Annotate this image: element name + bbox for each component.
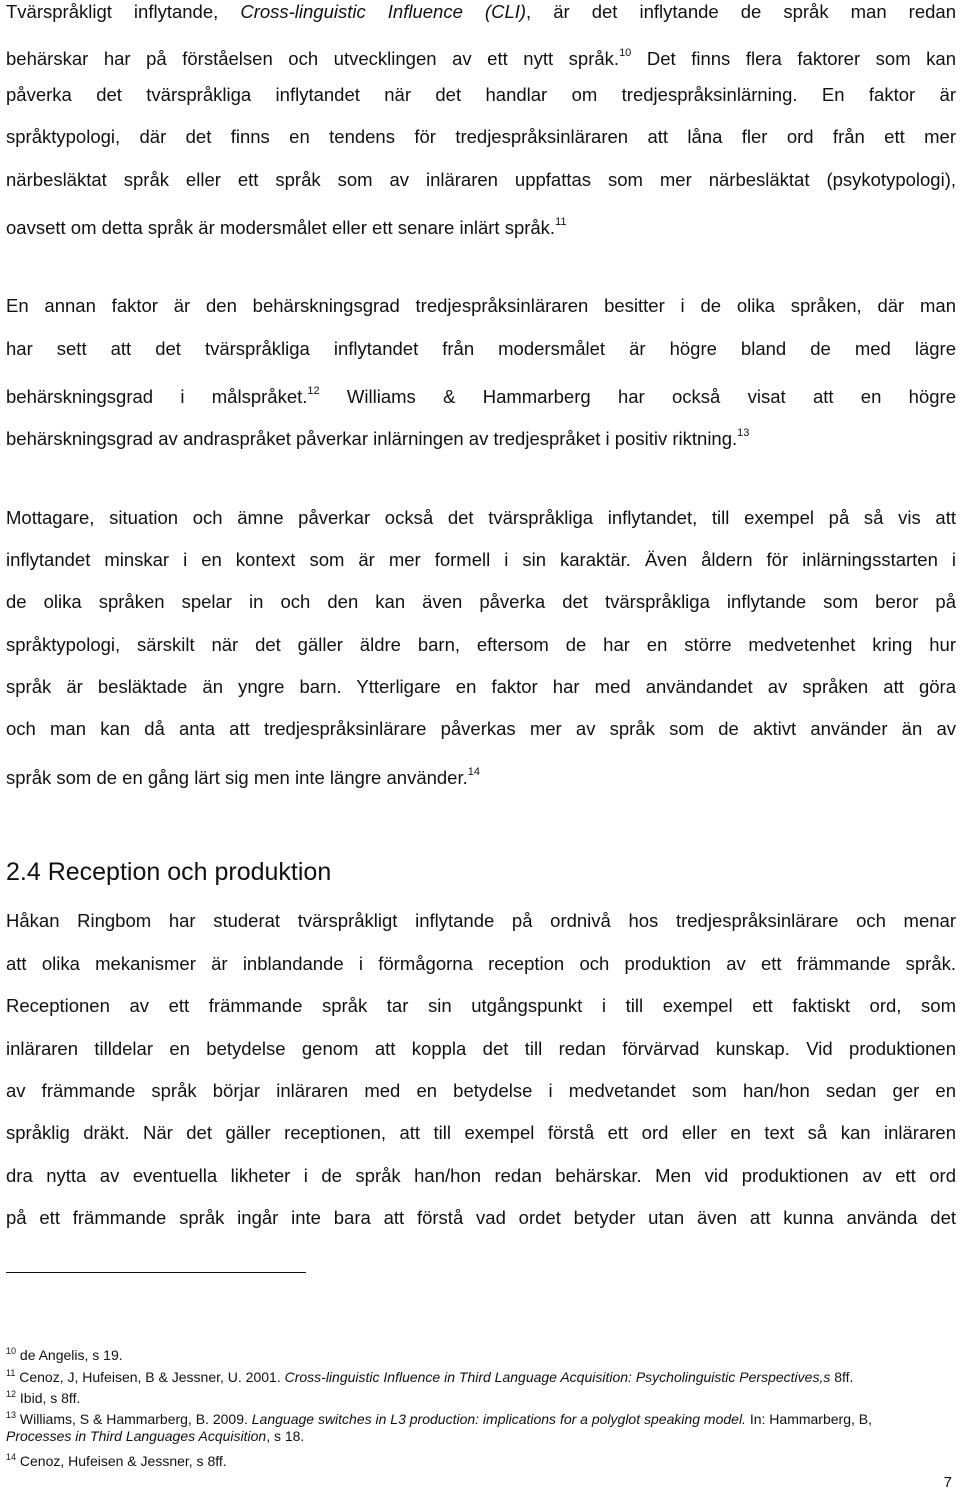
footnote-ref[interactable]: 10	[619, 47, 632, 59]
footnote-10: $^{10}$ de Angelis, s 19.	[6, 1346, 123, 1363]
footnote-12: $^{12}$ Ibid, s 8ff.	[6, 1389, 81, 1406]
footnote-separator	[6, 1272, 306, 1273]
text-line: språklig dräkt. När det gäller receptionen, att till exempel förstå ett ord eller en text så kan inläraren	[6, 1122, 956, 1143]
text-line: behärskningsgrad i målspråket.$^{12}$ Williams & Hammarberg har också visat att en högre	[6, 385, 956, 407]
text-line: språk är besläktade än yngre barn. Ytterligare en faktor har med användandet av språken att göra	[6, 676, 956, 697]
text-line: dra nytta av eventuella likheter i de språk han/hon redan behärskar. Men vid produktionen av ett ord	[6, 1165, 956, 1186]
text-line: närbesläktat språk eller ett språk som av inläraren uppfattas som mer närbesläktat (psykotypologi),	[6, 169, 956, 190]
text-line: språktypologi, särskilt när det gäller äldre barn, eftersom de har en större medvetenhet kring hur	[6, 634, 956, 655]
footnote-ref[interactable]: 12	[307, 385, 320, 397]
text-line: behärskar har på förståelsen och utvecklingen av ett nytt språk.$^{10}$ Det finns flera faktorer som kan	[6, 47, 956, 69]
text-line: oavsett om detta språk är modersmålet eller ett senare inlärt språk.$^{11}$	[6, 216, 567, 238]
text-line: Tvärspråkligt inflytande, Cross-linguistic Influence (CLI), är det inflytande de språk man redan	[6, 1, 956, 22]
text-line: behärskningsgrad av andraspråket påverkar inlärningen av tredjespråket i positiv riktning.$^{13}$	[6, 427, 750, 449]
footnote-ref[interactable]: 14	[467, 766, 481, 778]
footnote-13: $^{13}$ Williams, S & Hammarberg, B. 2009. Language switches in L3 production: implications for a polyglot speaking model. In: Hammarberg, B,	[6, 1410, 872, 1427]
footnote-13-continued: Processes in Third Languages Acquisition, s 18.	[6, 1428, 305, 1444]
footnote-14: $^{14}$ Cenoz, Hufeisen & Jessner, s 8ff.	[6, 1452, 227, 1469]
text-line: En annan faktor är den behärskningsgrad tredjespråksinläraren besitter i de olika språken, där man	[6, 295, 956, 316]
text-line: språktypologi, där det finns en tendens för tredjespråksinläraren att låna fler ord från ett mer	[6, 126, 956, 147]
text-line: på ett främmande språk ingår inte bara att förstå vad ordet betyder utan även att kunna använda det	[6, 1207, 956, 1228]
text-line: Håkan Ringbom har studerat tvärspråkligt inflytande på ordnivå hos tredjespråksinlärare och menar	[6, 910, 956, 931]
text-line: inflytandet minskar i en kontext som är mer formell i sin karaktär. Även åldern för inlärningsstarten i	[6, 549, 956, 570]
text-line: att olika mekanismer är inblandande i förmågorna reception och produktion av ett främmande språk.	[6, 953, 956, 974]
text-line: Mottagare, situation och ämne påverkar också det tvärspråkliga inflytandet, till exempel på så vis att	[6, 507, 956, 528]
section-heading: 2.4 Reception och produktion	[6, 858, 332, 886]
text-line: Receptionen av ett främmande språk tar sin utgångspunkt i till exempel ett faktiskt ord, som	[6, 995, 956, 1016]
text-line: av främmande språk börjar inläraren med en betydelse i medvetandet som han/hon sedan ger en	[6, 1080, 956, 1101]
page-number: 7	[943, 1474, 952, 1491]
text-line: påverka det tvärspråkliga inflytandet när det handlar om tredjespråksinlärning. En faktor är	[6, 84, 956, 105]
footnote-ref[interactable]: 11	[555, 216, 567, 228]
text-line: de olika språken spelar in och den kan även påverka det tvärspråkliga inflytande som beror på	[6, 591, 956, 612]
text-line: och man kan då anta att tredjespråksinlärare påverkas mer av språk som de aktivt använder än av	[6, 718, 956, 739]
text-line: inläraren tilldelar en betydelse genom att koppla det till redan förvärvad kunskap. Vid produktionen	[6, 1038, 956, 1059]
text-line: språk som de en gång lärt sig men inte längre använder.$^{14}$	[6, 766, 481, 788]
footnote-11: $^{11}$ Cenoz, J, Hufeisen, B & Jessner, U. 2001. Cross-linguistic Influence in Third Language Acquisition: Psycholinguistic Perspectives,s 8ff.	[6, 1368, 854, 1385]
text-line: har sett att det tvärspråkliga inflytandet från modersmålet är högre bland de med lägre	[6, 338, 956, 359]
footnote-ref[interactable]: 13	[737, 427, 750, 439]
